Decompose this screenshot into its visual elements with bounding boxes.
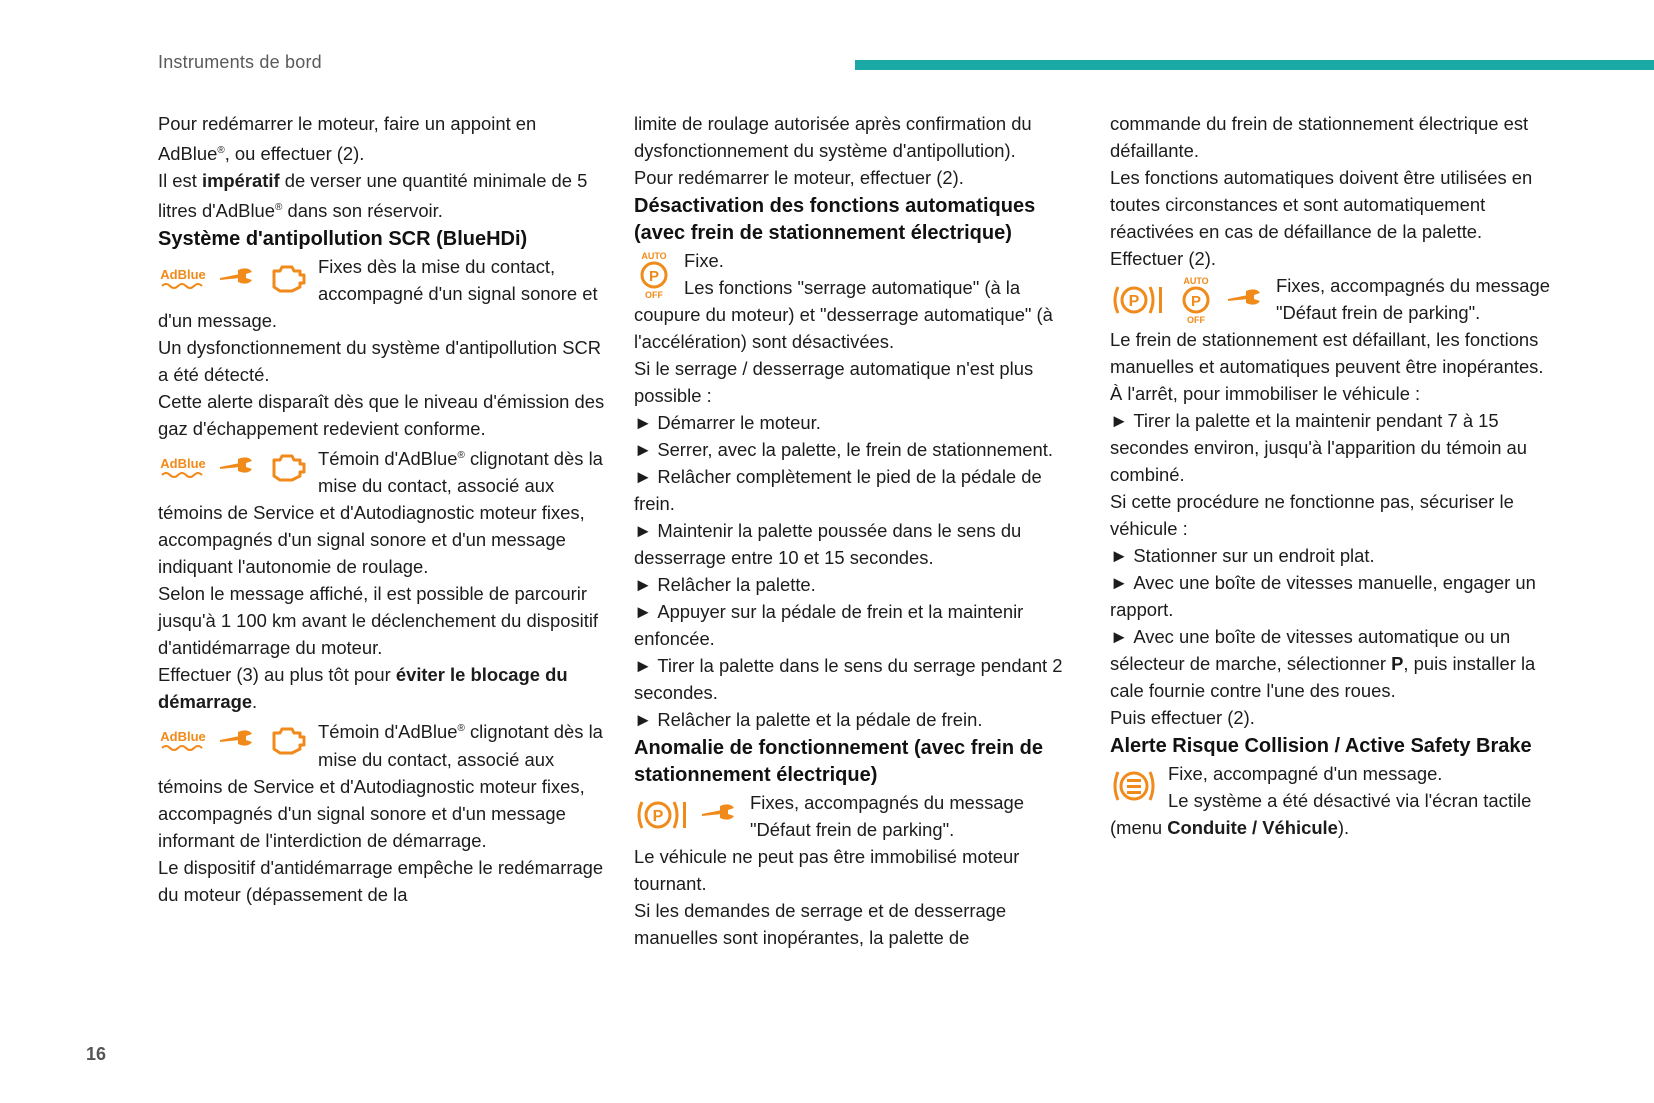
svg-text:P: P: [652, 808, 664, 825]
warning-icons-group: [158, 718, 308, 764]
step-item: ► Démarrer le moteur.: [634, 409, 1082, 436]
svg-text:AdBlue: AdBlue: [160, 456, 206, 472]
paragraph: Selon le message affiché, il est possible de parcourir jusqu'à 1 100 km avant le déclenchement du dispositif d'antidémarrage du moteur.: [158, 583, 599, 659]
paragraph: Puis effectuer (2).: [1110, 707, 1255, 728]
svg-text:AdBlue: AdBlue: [160, 267, 206, 283]
step-item: ► Relâcher complètement le pied de la pédale de frein.: [634, 463, 1082, 517]
paragraph: Le système a été désactivé via l'écran tactile (menu Conduite / Véhicule).: [1110, 790, 1532, 838]
warning-icons-group: [158, 445, 308, 491]
paragraph: limite de roulage autorisée après confirmation du dysfonctionnement du système d'antipollution).: [634, 113, 1032, 161]
service-wrench-icon: [218, 726, 258, 756]
svg-text:P: P: [648, 268, 660, 285]
paragraph: Témoin d'AdBlue® clignotant dès la mise du contact, associé aux témoins de Service et d'Autodiagnostic moteur fixes, accompagnés d'un signal sonore et d'un message informant de l'interdiction de démarrage.: [158, 721, 603, 851]
step-item: ► Maintenir la palette poussée dans le sens du desserrage entre 10 et 15 secondes.: [634, 517, 1082, 571]
section-heading-auto-functions: Désactivation des fonctions automatiques (avec frein de stationnement électrique): [634, 195, 1036, 244]
step-item: ► Avec une boîte de vitesses manuelle, engager un rapport.: [1110, 569, 1558, 623]
paragraph: Témoin d'AdBlue® clignotant dès la mise du contact, associé aux témoins de Service et d'Autodiagnostic moteur fixes, accompagnés d'un signal sonore et d'un message indiquant l'autonomie de roulage.: [158, 448, 603, 578]
service-wrench-icon: [218, 264, 258, 294]
paragraph: Fixes dès la mise du contact, accompagné d'un signal sonore et d'un message.: [158, 256, 598, 332]
step-item: ► Relâcher la palette.: [634, 571, 1082, 598]
paragraph: Le dispositif d'antidémarrage empêche le redémarrage du moteur (dépassement de la: [158, 856, 604, 905]
paragraph: Il est impératif de verser une quantité minimale de 5 litres d'AdBlue® dans son réservoir.: [158, 170, 588, 222]
paragraph: Pour redémarrer le moteur, faire un appoint en AdBlue®, ou effectuer (2).: [158, 113, 537, 165]
step-item: ► Relâcher la palette et la pédale de frein.: [634, 706, 1082, 733]
service-wrench-icon: [218, 453, 258, 483]
engine-check-icon: [268, 261, 308, 297]
header-accent-bar: [855, 60, 1654, 70]
column-3: [1110, 110, 1558, 841]
adblue-icon: [158, 264, 208, 294]
svg-text:P: P: [1128, 293, 1140, 310]
adblue-icon: [158, 453, 208, 483]
paragraph: commande du frein de stationnement électrique est défaillante.: [1110, 113, 1529, 161]
paragraph: Fixe, accompagné d'un message.: [1168, 763, 1443, 784]
paragraph: Un dysfonctionnement du système d'antipollution SCR a été détecté.: [158, 337, 602, 386]
paragraph: Effectuer (2).: [1110, 248, 1216, 269]
warning-icons-group: [158, 256, 308, 302]
section-heading-collision-alert: Alerte Risque Collision / Active Safety Brake: [1110, 735, 1532, 757]
svg-text:OFF: OFF: [645, 290, 663, 300]
paragraph: Si cette procédure ne fonctionne pas, sécuriser le véhicule :: [1110, 491, 1514, 539]
engine-check-icon: [268, 723, 308, 759]
svg-text:AUTO: AUTO: [1183, 276, 1209, 286]
park-brake-fault-icon: [634, 798, 690, 832]
paragraph: Si les demandes de serrage et de desserrage manuelles sont inopérantes, la palette de: [634, 900, 1007, 948]
paragraph: Cette alerte disparaît dès que le niveau d'émission des gaz d'échappement redevient conforme.: [158, 391, 605, 440]
column-1: [158, 110, 606, 908]
paragraph: Pour redémarrer le moteur, effectuer (2).: [634, 167, 964, 188]
step-item: ► Stationner sur un endroit plat.: [1110, 542, 1558, 569]
paragraph: Le véhicule ne peut pas être immobilisé moteur tournant.: [634, 846, 1020, 894]
paragraph: Effectuer (3) au plus tôt pour éviter le blocage du démarrage.: [158, 664, 568, 713]
collision-alert-icon: [1110, 766, 1158, 806]
paragraph: Fixes, accompagnés du message "Défaut frein de parking".: [750, 792, 1024, 840]
warning-icons-group: [1110, 763, 1158, 809]
park-brake-fault-icon: [1110, 283, 1166, 317]
engine-check-icon: [268, 450, 308, 486]
page-number: 16: [86, 1044, 107, 1064]
section-heading-scr: Système d'antipollution SCR (BlueHDi): [158, 228, 528, 251]
warning-icons-group: [634, 250, 674, 300]
step-item: ► Serrer, avec la palette, le frein de stationnement.: [634, 436, 1082, 463]
section-heading-malfunction: Anomalie de fonctionnement (avec frein de stationnement électrique): [634, 737, 1043, 786]
paragraph: Si le serrage / desserrage automatique n'est plus possible :: [634, 358, 1034, 406]
auto-park-brake-off-icon: [634, 250, 674, 300]
step-item: ► Tirer la palette dans le sens du serrage pendant 2 secondes.: [634, 652, 1082, 706]
paragraph: Fixe.: [684, 250, 724, 271]
svg-text:AUTO: AUTO: [641, 251, 667, 261]
warning-icons-group: [1110, 275, 1266, 325]
service-wrench-icon: [700, 800, 740, 830]
paragraph: Fixes, accompagnés du message "Défaut frein de parking".: [1276, 275, 1550, 323]
adblue-icon: [158, 726, 208, 756]
paragraph: Les fonctions "serrage automatique" (à la coupure du moteur) et "desserrage automatique" (à l'accélération) sont désactivées.: [634, 277, 1053, 352]
paragraph: Les fonctions automatiques doivent être utilisées en toutes circonstances et sont automatiquement réactivées en cas de défaillance de la palette.: [1110, 167, 1533, 242]
paragraph: À l'arrêt, pour immobiliser le véhicule :: [1110, 383, 1421, 404]
column-2: [634, 110, 1082, 951]
paragraph: Le frein de stationnement est défaillant, les fonctions manuelles et automatiques peuvent être inopérantes.: [1110, 329, 1544, 377]
warning-icons-group: [634, 792, 740, 838]
svg-text:AdBlue: AdBlue: [160, 729, 206, 745]
svg-text:P: P: [1190, 293, 1202, 310]
svg-text:OFF: OFF: [1187, 315, 1205, 325]
page-header-title: Instruments de bord: [158, 52, 322, 72]
step-item: ► Tirer la palette et la maintenir pendant 7 à 15 secondes environ, jusqu'à l'apparition du témoin au combiné.: [1110, 407, 1558, 488]
step-item: ► Avec une boîte de vitesses automatique ou un sélecteur de marche, sélectionner P, puis installer la cale fournie contre l'une des roues.: [1110, 623, 1558, 704]
step-item: ► Appuyer sur la pédale de frein et la maintenir enfoncée.: [634, 598, 1082, 652]
auto-park-brake-off-icon: [1176, 275, 1216, 325]
service-wrench-icon: [1226, 285, 1266, 315]
